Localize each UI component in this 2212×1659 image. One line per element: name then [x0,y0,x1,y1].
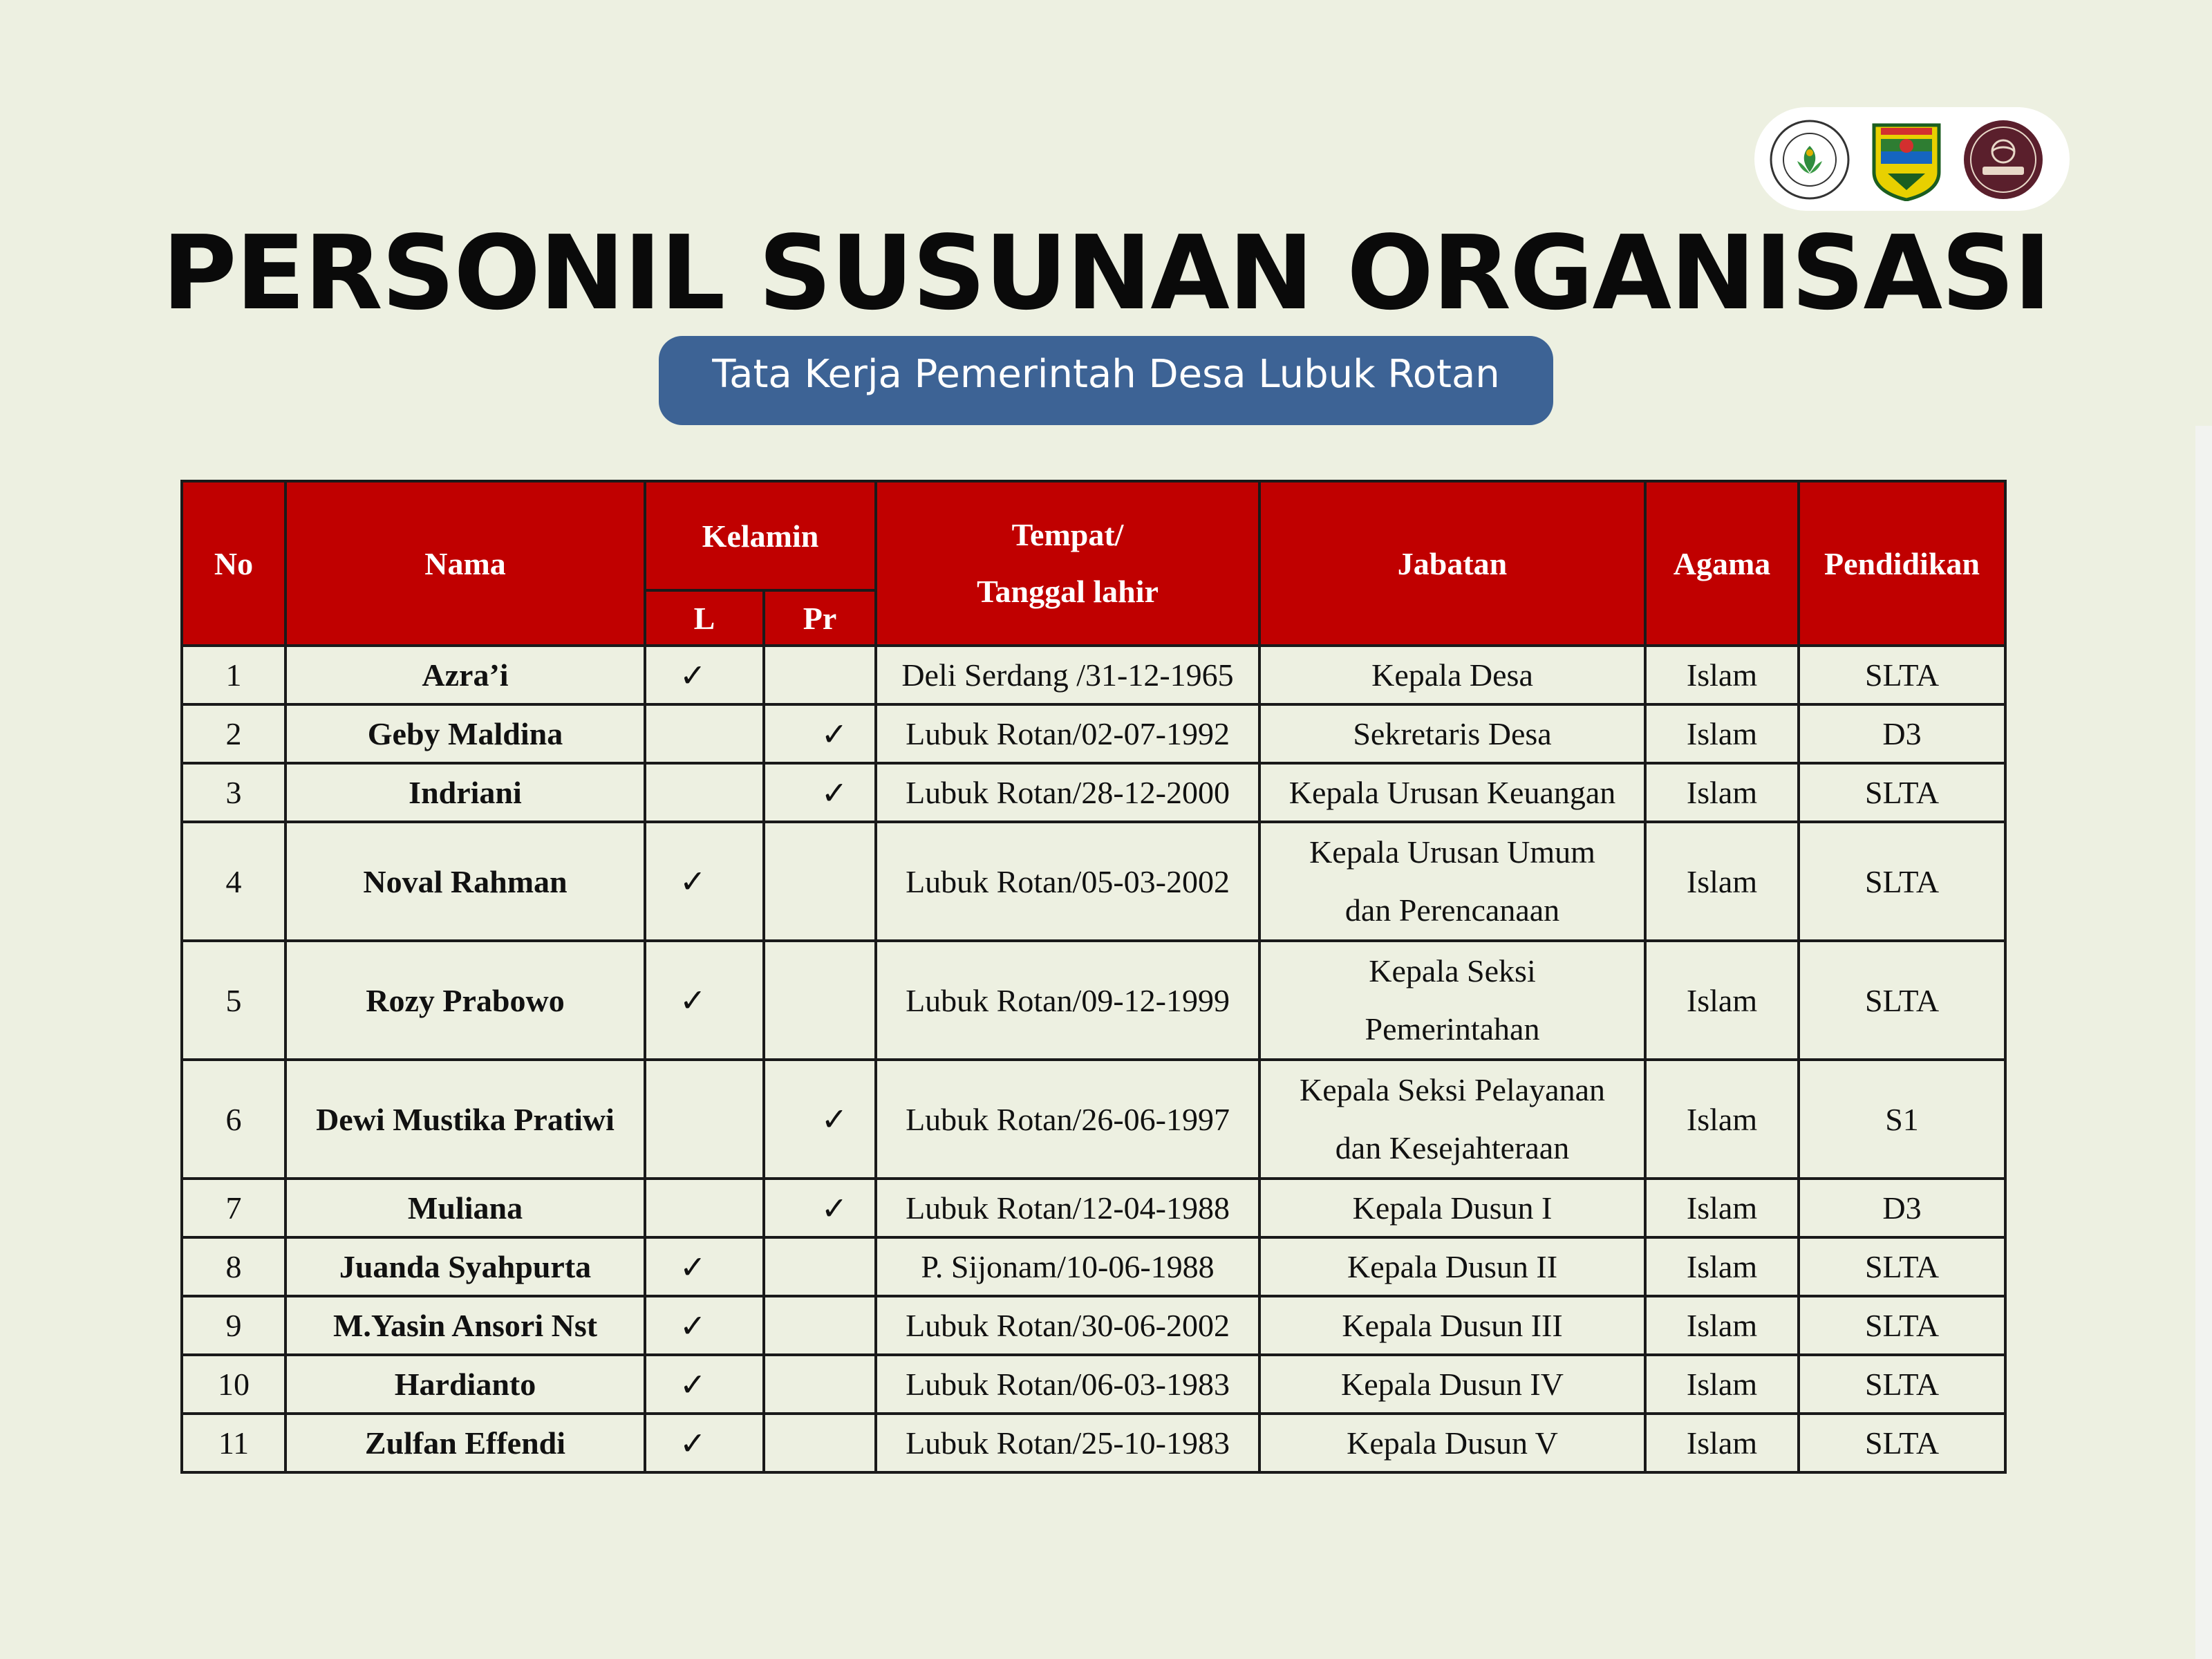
header-pendidikan: Pendidikan [1799,481,2005,646]
cell-pendidikan: D3 [1799,704,2005,763]
subtitle-badge: Tata Kerja Pemerintah Desa Lubuk Rotan [659,336,1553,425]
table-header-row [182,481,2005,590]
cell-no: 3 [182,763,285,822]
cell-agama: Islam [1645,763,1799,822]
cell-no: 8 [182,1237,285,1296]
table-row [182,1060,2005,1179]
cell-pendidikan: SLTA [1799,1414,2005,1472]
cell-pr-check-icon: ✓ [764,704,876,763]
cell-l-check-icon: ✓ [645,1296,764,1355]
cell-nama: Indriani [285,763,645,822]
table-row [182,704,2005,763]
cell-tempat-tanggal-lahir: Lubuk Rotan/26-06-1997 [876,1060,1259,1179]
cell-no: 11 [182,1414,285,1472]
cell-jabatan-line2: dan Perencanaan [1344,892,1560,928]
cell-nama: Muliana [285,1179,645,1237]
table-row [182,822,2005,941]
cell-no: 2 [182,704,285,763]
table-row [182,763,2005,822]
cell-pr-check-icon [764,1237,876,1296]
cell-tempat-tanggal-lahir: Lubuk Rotan/28-12-2000 [876,763,1259,822]
header-kelamin: Kelamin [645,481,876,590]
cell-jabatan: Kepala Urusan Keuangan [1259,763,1645,822]
cell-agama: Islam [1645,1060,1799,1179]
cell-jabatan: Kepala Dusun II [1259,1237,1645,1296]
cell-pr-check-icon: ✓ [764,1060,876,1179]
cell-nama: Zulfan Effendi [285,1414,645,1472]
cell-pr-check-icon: ✓ [764,763,876,822]
cell-pendidikan: S1 [1799,1060,2005,1179]
cell-tempat-tanggal-lahir: Lubuk Rotan/05-03-2002 [876,822,1259,941]
table-row [182,1179,2005,1237]
cell-l-check-icon: ✓ [645,822,764,941]
cell-jabatan: Sekretaris Desa [1259,704,1645,763]
cell-l-check-icon: ✓ [645,646,764,704]
header-nama: Nama [285,481,645,646]
header-pr: Pr [764,590,876,646]
cell-jabatan [1259,822,1645,941]
cell-agama: Islam [1645,704,1799,763]
header-no: No [182,481,285,646]
cell-tempat-tanggal-lahir: Lubuk Rotan/02-07-1992 [876,704,1259,763]
cell-no: 4 [182,822,285,941]
cell-agama: Islam [1645,1179,1799,1237]
cell-nama: Rozy Prabowo [285,941,645,1060]
universitas-negeri-medan-seal-icon [1768,118,1851,201]
cell-jabatan-line2: Pemerintahan [1365,1011,1540,1047]
cell-l-check-icon: ✓ [645,1355,764,1414]
cell-tempat-tanggal-lahir: Deli Serdang /31-12-1965 [876,646,1259,704]
cell-pr-check-icon [764,1296,876,1355]
cell-nama: Azra’i [285,646,645,704]
table-row [182,1355,2005,1414]
cell-pendidikan: SLTA [1799,1237,2005,1296]
cell-pendidikan: SLTA [1799,646,2005,704]
cell-jabatan: Kepala Dusun III [1259,1296,1645,1355]
cell-l-check-icon: ✓ [645,1414,764,1472]
cell-pendidikan: SLTA [1799,941,2005,1060]
cell-nama: Dewi Mustika Pratiwi [285,1060,645,1179]
cell-jabatan: Kepala Dusun I [1259,1179,1645,1237]
cell-nama: Noval Rahman [285,822,645,941]
cell-jabatan-line2: dan Kesejahteraan [1335,1130,1570,1165]
cell-agama: Islam [1645,1414,1799,1472]
cell-tempat-tanggal-lahir: Lubuk Rotan/12-04-1988 [876,1179,1259,1237]
header-tempat-line1: Tempat/ [1011,517,1124,552]
cell-pendidikan: SLTA [1799,822,2005,941]
cell-pr-check-icon [764,822,876,941]
cell-tempat-tanggal-lahir: Lubuk Rotan/09-12-1999 [876,941,1259,1060]
cell-nama: Geby Maldina [285,704,645,763]
cell-tempat-tanggal-lahir: Lubuk Rotan/30-06-2002 [876,1296,1259,1355]
header-tempat-line2: Tanggal lahir [977,574,1159,609]
cell-agama: Islam [1645,1237,1799,1296]
cell-no: 7 [182,1179,285,1237]
cell-tempat-tanggal-lahir: Lubuk Rotan/25-10-1983 [876,1414,1259,1472]
cell-jabatan [1259,941,1645,1060]
cell-l-check-icon: ✓ [645,941,764,1060]
cell-jabatan: Kepala Desa [1259,646,1645,704]
cell-agama: Islam [1645,822,1799,941]
cell-jabatan: Kepala Dusun IV [1259,1355,1645,1414]
cell-no: 6 [182,1060,285,1179]
cell-tempat-tanggal-lahir: P. Sijonam/10-06-1988 [876,1237,1259,1296]
header-l: L [645,590,764,646]
cell-no: 5 [182,941,285,1060]
cell-l-check-icon [645,1060,764,1179]
serdang-bedagai-crest-icon [1868,118,1944,201]
cell-pr-check-icon: ✓ [764,1179,876,1237]
cell-jabatan-line1: Kepala Seksi Pelayanan [1300,1072,1605,1107]
cell-pendidikan: SLTA [1799,1355,2005,1414]
table-row [182,646,2005,704]
header-tempat-tanggal-lahir [876,481,1259,646]
cell-pendidikan: SLTA [1799,763,2005,822]
right-edge-strip [2195,426,2212,1659]
personnel-table [180,480,2007,1474]
cell-nama: Hardianto [285,1355,645,1414]
page-title: PERSONIL SUSUNAN ORGANISASI [162,214,2050,332]
cell-agama: Islam [1645,941,1799,1060]
table-row [182,941,2005,1060]
cell-pr-check-icon [764,941,876,1060]
cell-l-check-icon: ✓ [645,1237,764,1296]
header-agama: Agama [1645,481,1799,646]
header-jabatan: Jabatan [1259,481,1645,646]
table-row [182,1296,2005,1355]
cell-no: 9 [182,1296,285,1355]
cell-pr-check-icon [764,646,876,704]
cell-agama: Islam [1645,1296,1799,1355]
cell-l-check-icon [645,763,764,822]
cell-jabatan [1259,1060,1645,1179]
table-row [182,1414,2005,1472]
cell-no: 1 [182,646,285,704]
cell-l-check-icon [645,1179,764,1237]
kkn-desa-lubuk-rotan-badge-icon [1962,118,2045,201]
cell-pr-check-icon [764,1355,876,1414]
cell-pr-check-icon [764,1414,876,1472]
logo-bar [1754,107,2070,211]
cell-tempat-tanggal-lahir: Lubuk Rotan/06-03-1983 [876,1355,1259,1414]
cell-jabatan-line1: Kepala Seksi [1369,953,1536,988]
cell-pendidikan: D3 [1799,1179,2005,1237]
cell-l-check-icon [645,704,764,763]
cell-no: 10 [182,1355,285,1414]
cell-agama: Islam [1645,1355,1799,1414]
cell-pendidikan: SLTA [1799,1296,2005,1355]
table-row [182,1237,2005,1296]
cell-nama: Juanda Syahpurta [285,1237,645,1296]
cell-agama: Islam [1645,646,1799,704]
cell-jabatan: Kepala Dusun V [1259,1414,1645,1472]
cell-jabatan-line1: Kepala Urusan Umum [1309,834,1595,870]
cell-nama: M.Yasin Ansori Nst [285,1296,645,1355]
